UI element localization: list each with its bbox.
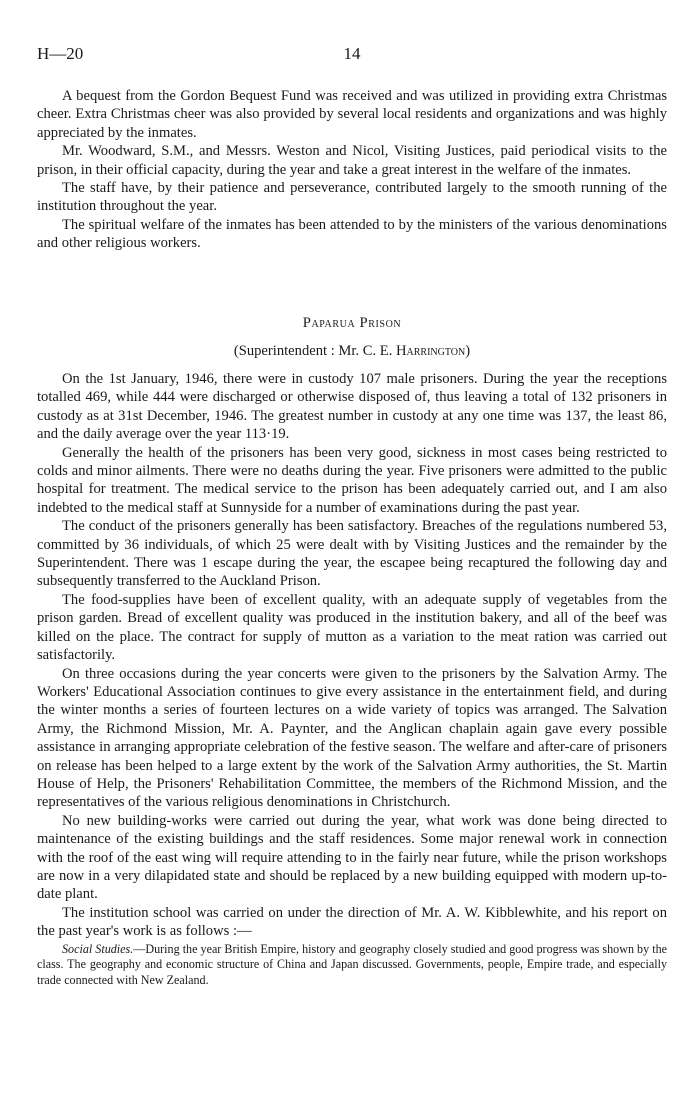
section-title: Paparua Prison — [302, 315, 402, 331]
paragraph: The staff have, by their patience and perseverance, contributed largely to the smooth running of the institution throughout the year. — [37, 180, 667, 215]
superintendent-suffix: ) — [465, 343, 471, 359]
document-code: H—20 — [37, 44, 84, 63]
paragraph: On three occasions during the year concerts were given to the prisoners by the Salvation Army. The Workers' Educational Association continues to give every assistance in the entertainment field, and during the winter months a series of fourteen lectures on a wide variety of topics was arranged. The Salvation Army, the Richmond Mission, Mr. A. Paynter, and the Anglican chaplain again gave every possible assistance in arranging appropriate celebration of the festive season. The welfare and after-care of prisoners on release has been helped to a large extent by the work of the Salvation Army authorities, the St. Martin House of Help, the Prisoners' Rehabilitation Committee, the members of the Richmond Mission, and the representatives of the various religious denominations in Christchurch. — [37, 665, 667, 811]
section-subtitle — [37, 343, 667, 360]
page-header — [37, 44, 667, 66]
paragraph: The conduct of the prisoners generally has been satisfactory. Breaches of the regulations numbered 53, committed by 36 individuals, of which 25 were dealt with by Visiting Justices and the remainder by the Superintendent. There was 1 escape during the year, the escapee being recaptured the following day and subsequently transferred to the Auckland Prison. — [37, 518, 667, 590]
superintendent-name: Harrington — [396, 343, 466, 359]
report-label: Social Studies. — [62, 941, 134, 956]
paragraph: Mr. Woodward, S.M., and Messrs. Weston and Nicol, Visiting Justices, paid periodical visits to the prison, in their official capacity, during the year and take a great interest in the welfare of the inmates. — [37, 143, 667, 178]
paragraph: The food-supplies have been of excellent quality, with an adequate supply of vegetables from the prison garden. Bread of excellent quality was produced in the institution bakery, and all of the beef was killed on the place. The contract for supply of mutton as a variation to the meat ration was carried out satisfactorily. — [37, 591, 667, 664]
body-section — [37, 370, 667, 988]
paragraph: No new building-works were carried out during the year, what work was done being directed to maintenance of the existing buildings and the staff residences. Some major renewal work in connection with the roof of the east wing will require attending to in the fairly near future, while the prison workshops are now in a very dilapidated state and should be replaced by a new building equipped with modern up-to-date plant. — [37, 812, 667, 903]
intro-section — [37, 87, 667, 253]
paragraph: Generally the health of the prisoners has been very good, sickness in most cases being restricted to colds and minor ailments. There were no deaths during the year. Five prisoners were admitted to the public hospital for treatment. The medical service to the prison has been adequately carried out, and I am also indebted to the medical staff at Sunnyside for a number of examinations during the past year. — [37, 444, 667, 516]
page-number: 14 — [343, 44, 361, 63]
school-report — [37, 942, 667, 989]
paragraph: The institution school was carried on under the direction of Mr. A. W. Kibblewhite, and his report on the past year's work is as follows :— — [37, 904, 667, 940]
paragraph: The spiritual welfare of the inmates has been attended to by the ministers of the various denominations and other religious workers. — [37, 216, 667, 252]
paragraph: On the 1st January, 1946, there were in custody 107 male prisoners. During the year the receptions totalled 469, while 444 were discharged or otherwise disposed of, thus leaving a total of 132 prisoners in custody as at 31st December, 1946. The greatest number in custody at any one time was 137, the least 86, and the daily average over the year 113·19. — [37, 371, 667, 443]
superintendent-prefix: (Superintendent : Mr. C. E. — [233, 343, 396, 359]
paragraph: A bequest from the Gordon Bequest Fund was received and was utilized in providing extra Christmas cheer. Extra Christmas cheer was also provided by several local residents and organizations and was highly appreciated by the inmates. — [37, 88, 667, 141]
report-paragraph — [37, 942, 667, 989]
report-text: —During the year British Empire, history and geography closely studied and good progress was shown by the class. The geography and economic structure of China and Japan discussed. Governments, people, Empire trade, and especially trade connected with New Zealand. — [37, 941, 667, 987]
